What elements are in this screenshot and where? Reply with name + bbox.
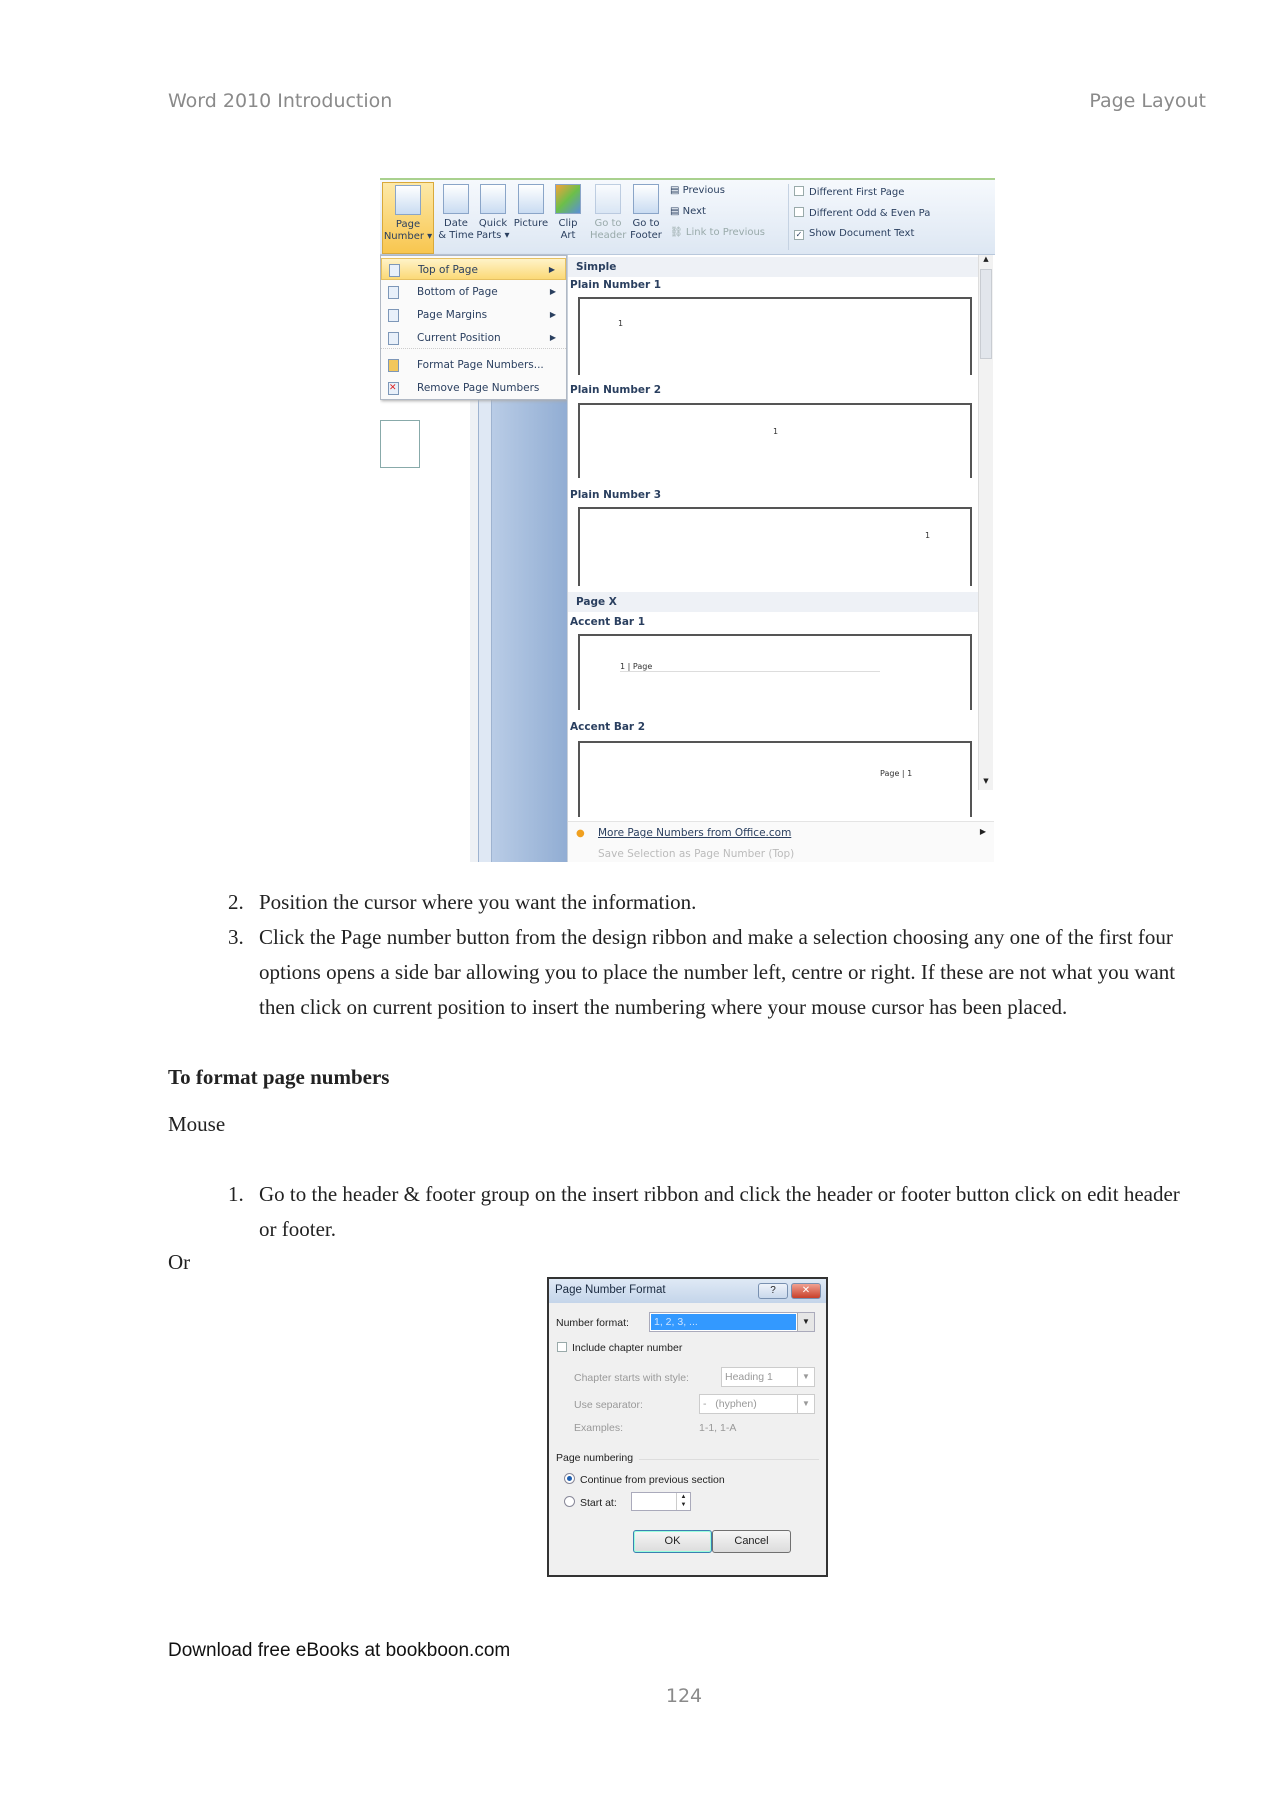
menu-item-bottom-of-page[interactable] [381,281,566,303]
label: Show Document Text [809,228,915,239]
page-thumbnail [380,420,420,468]
label: Date [444,218,468,229]
label: Page Margins [417,309,488,321]
separator-label: Use separator: [574,1399,643,1411]
number-format-value: 1, 2, 3, ... [651,1314,796,1330]
dropdown-arrow-icon: ▼ [797,1395,814,1413]
gallery-item-plain-number-3[interactable] [578,507,972,586]
different-odd-even-checkbox[interactable] [794,207,930,219]
gallery-item-label: Accent Bar 1 [570,616,646,628]
page-number-gallery [567,255,993,862]
page-number-button[interactable] [382,182,434,254]
download-link[interactable]: Download free eBooks at bookboon.com [168,1640,511,1661]
gallery-item-plain-number-2[interactable] [578,403,972,478]
submenu-arrow-icon: ▶ [549,310,556,319]
number-format-select[interactable] [649,1312,815,1332]
label: Page [395,219,421,230]
link-to-previous-button[interactable] [670,227,765,238]
value: - (hyphen) [703,1398,757,1410]
word-page-number-screenshot [380,178,995,862]
label: Different First Page [809,187,905,198]
gallery-item-accent-bar-1[interactable] [578,634,972,710]
continue-radio[interactable] [564,1473,725,1486]
chapter-style-select[interactable] [721,1367,815,1387]
save-selection-item[interactable]: Save Selection as Page Number (Top) [598,848,795,860]
label: Format Page Numbers... [417,359,544,371]
format-icon [388,359,399,372]
gallery-footer [568,821,994,862]
label: Footer [630,230,662,241]
remove-icon: ✕ [388,382,399,395]
dropdown-arrow-icon: ▼ [797,1368,814,1386]
gallery-item-accent-bar-2[interactable] [578,741,972,817]
steps-list [228,1177,1188,1247]
gallery-item-plain-number-1[interactable] [578,297,972,375]
menu-item-format-page-numbers[interactable] [381,354,566,376]
help-button[interactable]: ? [758,1283,788,1299]
label: Current Position [417,332,501,344]
close-button[interactable]: ✕ [791,1283,821,1299]
page-icon [389,264,400,277]
calendar-icon [443,184,469,214]
next-icon: ▤ [670,206,683,217]
label: Header [590,230,627,241]
include-chapter-checkbox[interactable] [557,1342,682,1354]
label: Start at: [580,1497,617,1509]
go-to-footer-button[interactable] [628,184,664,242]
ok-button[interactable]: OK [633,1530,712,1553]
list-text: Click the Page number button from the design ribbon and make a selection choosing any one of the first four options opens a side bar allowing you to place the number left, centre or right. If these are not what you want then click on current position to insert the numbering where your mouse cursor has been placed. [259,925,1176,1019]
separator-select[interactable] [699,1394,815,1414]
vertical-ruler [470,400,567,862]
list-item [228,885,1208,920]
page-number-icon [395,185,421,215]
show-document-text-checkbox[interactable]: ✓ Show Document Text [795,228,915,239]
label: Next [682,206,706,217]
more-page-numbers-link[interactable]: More Page Numbers from Office.com [598,827,792,839]
cancel-button[interactable]: Cancel [712,1530,791,1553]
menu-item-current-position[interactable] [381,327,566,349]
ribbon [380,178,995,255]
submenu-arrow-icon: ▶ [549,287,556,296]
page-icon [388,286,399,299]
label: Link to Previous [685,227,766,238]
mouse-label: Mouse [168,1112,226,1136]
submenu-arrow-icon: ▶ [548,265,555,274]
gallery-section-simple: Simple [568,257,978,277]
office-icon: ● [576,828,585,839]
steps-list [228,885,1208,1025]
label: Continue from previous section [580,1474,725,1486]
list-text: Position the cursor where you want the information. [259,890,697,914]
page-number-format-dialog [547,1277,828,1577]
examples-label: Examples: [574,1422,624,1434]
gallery-item-label: Plain Number 3 [570,489,662,501]
gallery-item-label: Accent Bar 2 [570,721,646,733]
clip-art-button[interactable] [552,184,584,242]
menu-item-top-of-page[interactable] [381,258,566,280]
label: Bottom of Page [417,286,498,298]
label: Picture [513,218,549,229]
list-number: 3. [228,925,244,949]
clip-art-icon [555,184,581,214]
label: Top of Page [418,264,478,276]
preview-number: 1 [773,427,779,436]
list-item [228,1177,1188,1247]
gallery-item-label: Plain Number 1 [570,279,662,291]
go-to-header-button[interactable] [590,184,626,242]
preview-text: 1 | Page [620,662,880,672]
chapter-style-label: Chapter starts with style: [574,1372,689,1384]
page-icon [388,332,399,345]
label: Number ▾ [383,231,433,242]
page-icon [388,309,399,322]
running-header-title: Word 2010 Introduction [168,90,393,112]
link-icon: ⛓ [670,227,686,238]
menu-item-remove-page-numbers[interactable] [381,377,566,399]
label: & Time [438,230,474,241]
dropdown-arrow-icon[interactable]: ▼ [797,1313,814,1331]
label: Go to [594,218,622,229]
scroll-thumb[interactable] [980,269,992,359]
scroll-down-icon[interactable]: ▼ [983,777,989,785]
gallery-item-label: Plain Number 2 [570,384,662,396]
number-format-label: Number format: [556,1317,629,1329]
date-time-button[interactable] [438,184,474,242]
label: Previous [682,185,725,196]
menu-item-page-margins[interactable] [381,304,566,326]
different-first-page-checkbox[interactable] [794,186,904,198]
label: Quick [478,218,508,229]
list-item [228,920,1208,1025]
list-number: 1. [228,1182,244,1206]
picture-icon [518,184,544,214]
preview-number: 1 [925,531,931,540]
next-button[interactable] [670,206,706,217]
label: Parts ▾ [476,230,510,241]
label: Clip [558,218,578,229]
quick-parts-icon [480,184,506,214]
page-numbering-group-label: Page numbering [556,1452,634,1464]
page-number: 124 [665,1685,703,1707]
section-heading: To format page numbers [168,1065,390,1089]
scroll-up-icon[interactable]: ▲ [983,255,989,263]
previous-button[interactable] [670,185,725,196]
submenu-arrow-icon: ▶ [979,827,986,836]
picture-button[interactable] [512,184,550,230]
divider [639,1459,819,1460]
gallery-scrollbar[interactable] [978,255,993,790]
label: Remove Page Numbers [417,382,540,394]
submenu-arrow-icon: ▶ [549,333,556,342]
start-at-input[interactable] [631,1492,691,1511]
dialog-title: Page Number Format [555,1284,666,1296]
value: Heading 1 [725,1371,773,1383]
spinner-icon[interactable]: ▲ ▼ [676,1493,690,1510]
label: Include chapter number [572,1342,683,1354]
label: Art [560,230,576,241]
preview-number: 1 [618,319,624,328]
divider [788,184,789,250]
list-text: Go to the header & footer group on the insert ribbon and click the header or footer button click on edit header or footer. [259,1182,1180,1241]
gallery-section-page-x: Page X [568,592,978,612]
quick-parts-button[interactable] [476,184,510,242]
running-header-section: Page Layout [1089,90,1206,112]
label: Go to [632,218,660,229]
start-at-radio[interactable] [564,1496,617,1509]
go-to-header-icon [595,184,621,214]
or-label: Or [168,1250,191,1274]
label: Different Odd & Even Pa [809,208,931,219]
page-number-menu [380,255,567,400]
preview-text: Page | 1 [880,769,913,778]
go-to-footer-icon [633,184,659,214]
examples-value: 1-1, 1-A [699,1422,737,1434]
previous-icon: ▤ [670,185,683,196]
list-number: 2. [228,890,244,914]
